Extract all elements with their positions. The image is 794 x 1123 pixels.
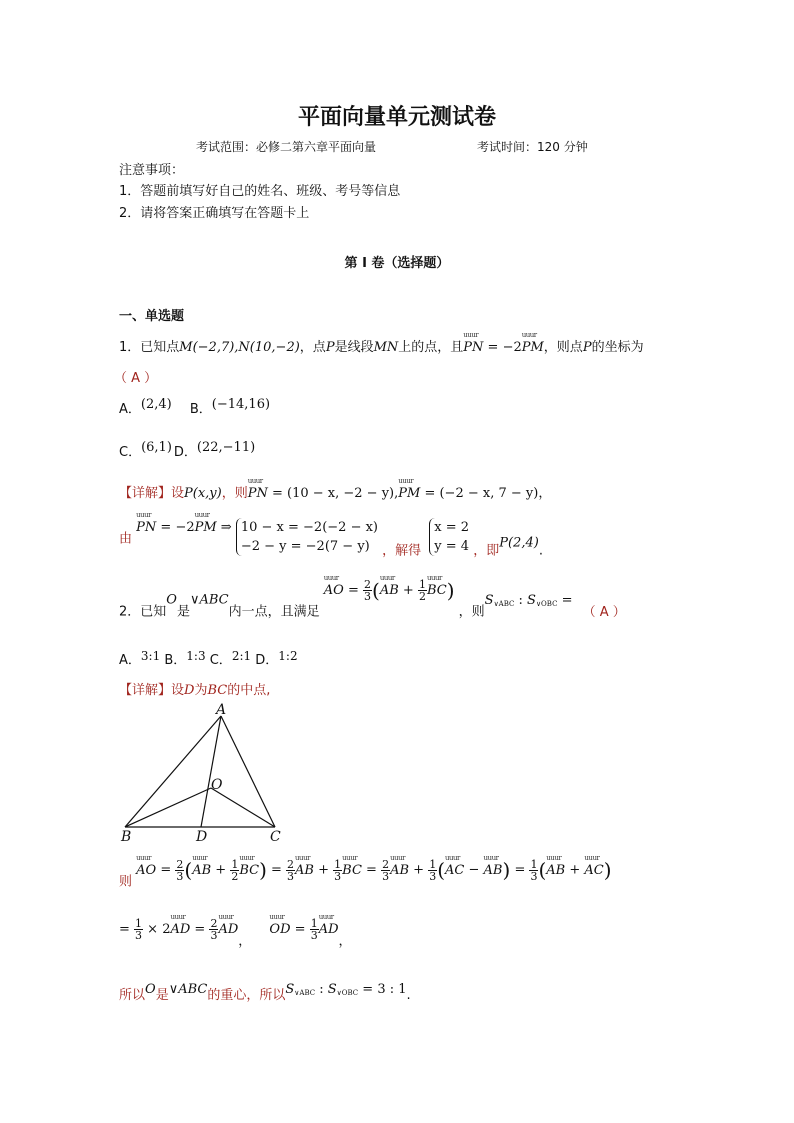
q1-text: 是线段 [334, 340, 374, 355]
vector-ab: uuur AB [192, 863, 211, 878]
vector-bc: uuur BC [342, 863, 362, 878]
q1-detail-1 [119, 482, 551, 501]
period: . [406, 988, 411, 1003]
option-b-label: B． [164, 653, 187, 668]
frac-num: 1 [530, 857, 538, 871]
q2-detail-1 [119, 679, 270, 698]
detail-text: ， [538, 486, 552, 501]
frac-den: 3 [429, 869, 437, 883]
vector-ad: uuur AD [170, 922, 190, 937]
option-c: (6,1) [141, 440, 172, 455]
colon: : [514, 592, 528, 608]
area-s: S [527, 592, 536, 608]
frac-num: 1 [135, 917, 143, 930]
q2-options [119, 649, 298, 668]
q1-answer: （ A ） [114, 371, 158, 386]
plus: + [314, 862, 334, 878]
eq: = [119, 922, 135, 937]
q2-conclusion [119, 982, 411, 1003]
equation-system [236, 518, 378, 556]
eq: = [266, 862, 287, 878]
option-c-label: C． [209, 653, 232, 668]
q2-text: 内一点，且满足 [228, 604, 320, 620]
q2-eq: = [557, 592, 573, 608]
q1-condition [463, 340, 544, 355]
solution-y: y = 4 [434, 539, 470, 554]
q2-eq: = [343, 582, 363, 598]
option-a: (2,4) [140, 397, 172, 412]
detail-text: ，则 [221, 486, 248, 501]
q1-number: 1．已知点 [119, 340, 180, 355]
frac-num: 1 [310, 917, 318, 930]
detail-eq: = −2 [156, 519, 195, 535]
side-ab [125, 716, 221, 827]
q2-condition: uuur AO = $\frac{2}{3}$ (uuur AB + $\frac{1}{2}$ uuur BC) [324, 583, 459, 598]
colon: : [315, 982, 328, 997]
q1-points: M(−2,7),N(10,−2) [179, 340, 300, 355]
q2-derivation-1: 则 uuur AO = $\frac{2}{3}$ (uuur AB + $\frac{1}{2}$ uuur BC) = $\frac{2}{3}$ uuur AB + $\frac{1}{3}$ uuur BC = $\frac{2}{3}$ uuur AB + $\frac{1}{3}$ (uuur AC − uuur AB) = $\frac{1}{3}$ (uuur AB + uuur AC) [119, 858, 612, 890]
vector-pm: uuur PM [522, 340, 544, 355]
result-point: P(2,4) [499, 535, 539, 551]
vector-od: uuur OD [269, 922, 290, 937]
frac-den: 3 [287, 869, 295, 883]
triangle-abc: ∨ABC [189, 592, 229, 608]
comma: ， [338, 934, 352, 949]
q1-detail-2 [119, 518, 543, 559]
q1-options-cd [119, 440, 255, 460]
point-o: O [166, 592, 177, 608]
vector-ad: uuur AD [218, 922, 238, 937]
frac-den: 3 [364, 589, 371, 603]
q1-text: ，则点 [543, 340, 583, 355]
exam-time: 考试时间：120 分钟 [477, 140, 588, 154]
solution-system [429, 518, 469, 556]
option-a-label: A． [119, 402, 141, 417]
detail-text: ，即 [473, 543, 500, 559]
option-b: (−14,16) [211, 397, 271, 412]
period: . [538, 543, 543, 559]
times: × 2 [143, 922, 171, 937]
segment-bc: BC [207, 683, 228, 698]
frac-num: 1 [231, 857, 239, 871]
eq: = [190, 922, 210, 937]
frac-num: 1 [334, 857, 342, 871]
vector-ac: uuur AC [445, 863, 464, 878]
frac-den: 3 [530, 869, 538, 883]
option-a: 3:1 [140, 649, 161, 663]
detail-tag: 【详解】设 [119, 486, 185, 501]
area-sub: ∨ABC [493, 599, 515, 608]
frac-den: 3 [310, 929, 318, 942]
frac-den: 2 [418, 589, 426, 603]
label-d: D [196, 829, 208, 845]
label-o: O [211, 777, 223, 793]
frac-den: 3 [382, 869, 390, 883]
option-a-label: A． [119, 653, 141, 668]
detail-text: 的中点, [227, 683, 271, 698]
plus: + [409, 862, 429, 878]
q1-point-p: P [325, 340, 335, 355]
plus: + [565, 862, 585, 878]
detail-text: 是 [155, 988, 169, 1003]
q2-text: ，则 [458, 604, 485, 620]
vector-ab: uuur AB [546, 863, 565, 878]
q1-segment: MN [373, 340, 399, 355]
detail-text: 的重心，所以 [207, 988, 286, 1003]
option-d: (22,−11) [196, 440, 256, 455]
solution-x: x = 2 [434, 520, 470, 535]
comma: ， [238, 934, 252, 949]
area-s: S [327, 982, 337, 997]
vector-pn: uuur PN [248, 486, 268, 501]
detail-point: P(x,y) [184, 486, 222, 501]
q1-text: 的坐标为 [591, 340, 644, 355]
implies-symbol: ⇒ [216, 519, 232, 535]
frac-den: 2 [231, 869, 239, 883]
eq: = [510, 862, 530, 878]
frac-den: 3 [210, 929, 218, 942]
frac-num: 2 [210, 917, 218, 930]
vector-bc: uuur BC [239, 863, 259, 878]
area-ratio [485, 593, 573, 608]
plus: + [211, 862, 231, 878]
vector-ab: uuur AB [484, 863, 503, 878]
ratio-value: = 3 : 1 [358, 982, 407, 997]
notes-heading: 注意事项： [119, 163, 185, 178]
triangle-abc: ∨ABC [168, 982, 208, 997]
part1-title: 第 I 卷（选择题） [344, 256, 450, 271]
minus: − [464, 862, 484, 878]
q2-answer: （ A ） [582, 604, 626, 620]
label-a: A [216, 702, 227, 718]
vector-ao: uuur AO [324, 583, 344, 598]
eq: = [156, 862, 176, 878]
frac-den: 3 [334, 869, 342, 883]
triangle-figure [115, 700, 295, 848]
q2-derivation-2 [119, 918, 352, 949]
plus: + [398, 582, 418, 598]
question-1 [119, 336, 644, 355]
equation-2: −2 − y = −2(7 − y) [240, 539, 370, 554]
q1-point-p: P [582, 340, 592, 355]
vector-pn: uuur PN [463, 340, 483, 355]
vector-ad: uuur AD [319, 922, 339, 937]
detail-text: 由 [119, 531, 133, 547]
q1-eq: = −2 [483, 340, 522, 355]
section-title: 一、单选题 [119, 309, 185, 324]
area-s: S [285, 982, 295, 997]
equation-1: 10 − x = −2(−2 − x) [240, 520, 378, 535]
detail-text: ，解得 [382, 543, 422, 559]
q2-text: 是 [176, 604, 190, 620]
area-ratio-result [285, 982, 406, 997]
note-2: 2．请将答案正确填写在答题卡上 [119, 206, 310, 221]
vector-ac: uuur AC [584, 863, 603, 878]
option-c-label: C． [119, 445, 142, 460]
exam-scope: 考试范围：必修二第六章平面向量 [196, 140, 377, 154]
page-title: 平面向量单元测试卷 [297, 105, 496, 130]
detail-text: 为 [194, 683, 208, 698]
frac-num: 2 [176, 857, 184, 871]
option-d-label: D． [255, 653, 279, 668]
frac-den: 3 [135, 929, 143, 942]
detail-pn-value: = (10 − x, −2 − y), [267, 486, 399, 501]
q1-text: 上的点，且 [398, 340, 464, 355]
label-b: B [121, 829, 132, 845]
median-ad [201, 716, 221, 827]
detail-text: 则 [119, 874, 133, 890]
frac-num: 1 [418, 577, 426, 591]
option-b: 1:3 [186, 649, 206, 663]
vector-ao: uuur AO [136, 863, 156, 878]
frac-num: 2 [364, 577, 371, 591]
point-d: D [184, 683, 195, 698]
frac-num: 1 [429, 857, 437, 871]
area-sub: ∨OBC [535, 599, 558, 608]
option-c: 2:1 [231, 649, 252, 663]
segment-ob [125, 788, 211, 827]
question-2 [119, 577, 626, 620]
vector-pm: uuur PM [398, 486, 420, 501]
q2-number: 2．已知 [119, 604, 167, 620]
vector-bc: uuur BC [427, 583, 447, 598]
eq: = [361, 862, 382, 878]
frac-num: 2 [287, 857, 295, 871]
option-b-label: B． [189, 402, 212, 417]
detail-pm-value: = (−2 − x, 7 − y) [420, 486, 539, 501]
eq: = [290, 922, 310, 937]
detail-text: 所以 [119, 988, 146, 1003]
area-s: S [484, 592, 494, 608]
option-d: 1:2 [278, 649, 298, 663]
vector-ab: uuur AB [380, 583, 399, 598]
point-o: O [145, 982, 156, 997]
vector-ab: uuur AB [295, 863, 314, 878]
note-1: 1．答题前填写好自己的姓名、班级、考号等信息 [119, 184, 401, 199]
frac-num: 2 [382, 857, 390, 871]
detail-tag: 【详解】设 [119, 683, 185, 698]
vector-pn: uuur PN [136, 520, 156, 535]
vector-pm: uuur PM [195, 520, 217, 535]
area-sub: ∨ABC [294, 989, 316, 997]
option-d-label: D． [173, 445, 197, 460]
frac-den: 3 [176, 869, 184, 883]
label-c: C [270, 829, 281, 845]
q1-text: ，点 [299, 340, 326, 355]
q1-options-ab [119, 397, 270, 417]
vector-ab: uuur AB [390, 863, 409, 878]
area-sub: ∨OBC [336, 989, 359, 997]
